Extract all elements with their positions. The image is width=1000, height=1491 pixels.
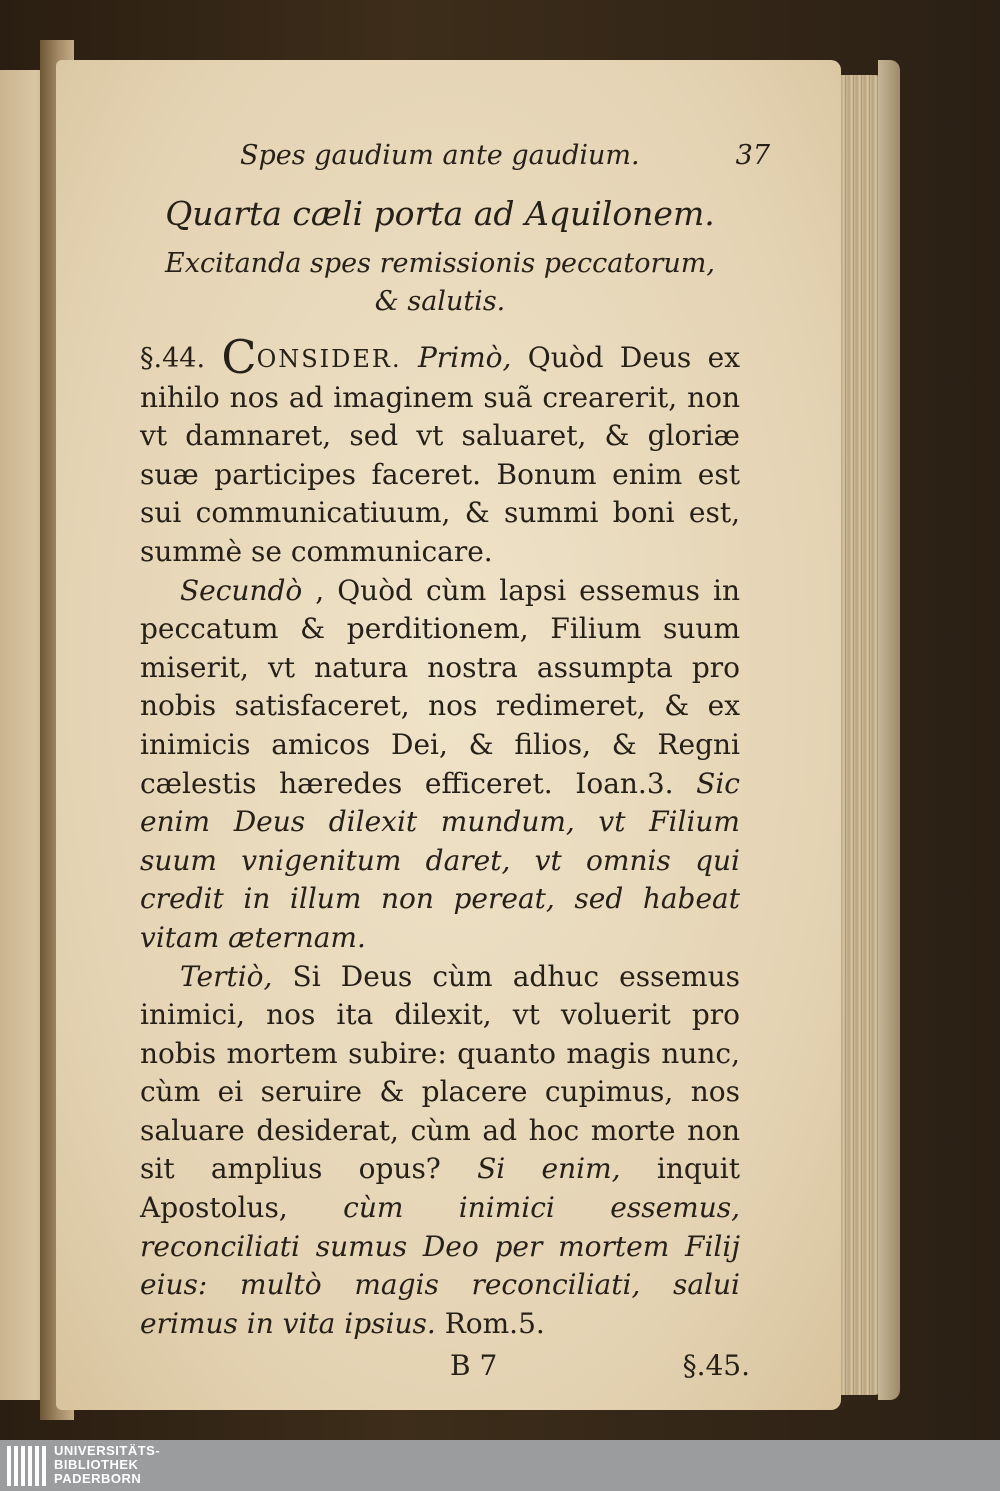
library-name-line-1: UNIVERSITÄTS- bbox=[54, 1443, 161, 1458]
signature-mark: B 7 bbox=[450, 1349, 498, 1383]
library-name-line-3: PADERBORN bbox=[54, 1471, 142, 1486]
page-number: 37 bbox=[735, 140, 770, 171]
section-subtitle: Excitanda spes remissionis peccatorum, & salutis. bbox=[165, 248, 715, 317]
section-title: Quarta cæli porta ad Aquilonem. bbox=[165, 194, 715, 233]
lead-italic: Tertiò, bbox=[180, 959, 273, 993]
scripture-quote: Sic enim Deus dilexit mundum, vt Filium suum vnigenitum daret, vt omnis qui credit in illum non pereat, sed habeat vitam æternam. bbox=[140, 766, 740, 954]
library-name-line-2: BIBLIOTHEK bbox=[54, 1457, 139, 1472]
page-text bbox=[140, 140, 770, 1389]
page-footer bbox=[140, 1349, 750, 1389]
scripture-reference: Rom.5. bbox=[444, 1306, 545, 1340]
paragraph-2-text: , Quòd cùm lapsi essemus in peccatum & perditionem, Filium suum miserit, vt natura nostra assumpta pro nobis satisfaceret, nos redimeret, & ex inimicis amicos Dei, & filios, & Regni cælestis hæredes efficeret. Ioan.3. bbox=[140, 573, 740, 800]
cover-edge bbox=[878, 60, 900, 1400]
lead-italic: Secundò bbox=[180, 573, 303, 607]
paragraph-1 bbox=[140, 330, 740, 572]
library-logo-icon bbox=[6, 1444, 50, 1488]
paragraph-1-text: Quòd Deus ex nihilo nos ad imaginem suã crearerit, non vt damnaret, sed vt saluaret, & gloriæ suæ participes faceret. Bonum enim est sui communicatiuum, & summi boni est, summè se communicare. bbox=[140, 341, 740, 568]
lead-caps: ONSIDER. bbox=[256, 345, 402, 373]
paragraph-2 bbox=[140, 572, 740, 958]
scripture-quote: cùm inimici essemus, reconciliati sumus Deo per mortem Filij eius: multò magis reconciliati, salui erimus in vita ipsius. bbox=[140, 1191, 740, 1340]
library-banner bbox=[0, 1440, 1000, 1491]
paragraph-mark: §.44. bbox=[140, 343, 206, 374]
drop-cap: C bbox=[221, 330, 257, 384]
library-name bbox=[54, 1444, 160, 1486]
quote-intro: Si enim, bbox=[477, 1152, 621, 1186]
catchword: §.45. bbox=[682, 1349, 750, 1383]
running-head-title: Spes gaudium ante gaudium. bbox=[240, 140, 640, 171]
paragraph-3 bbox=[140, 958, 740, 1344]
lead-italic: Primò, bbox=[417, 341, 512, 374]
paragraph-3-text: Si Deus cùm adhuc essemus inimici, nos ita dilexit, vt voluerit pro nobis mortem subire: quanto magis nunc, cùm ei seruire & placere cupimus, nos saluare desiderat, cùm ad hoc morte non sit amplius opus? bbox=[140, 959, 741, 1186]
quote-attribution: inquit Apostolus, bbox=[140, 1152, 741, 1225]
body-text bbox=[140, 330, 741, 1343]
running-head bbox=[140, 140, 770, 180]
